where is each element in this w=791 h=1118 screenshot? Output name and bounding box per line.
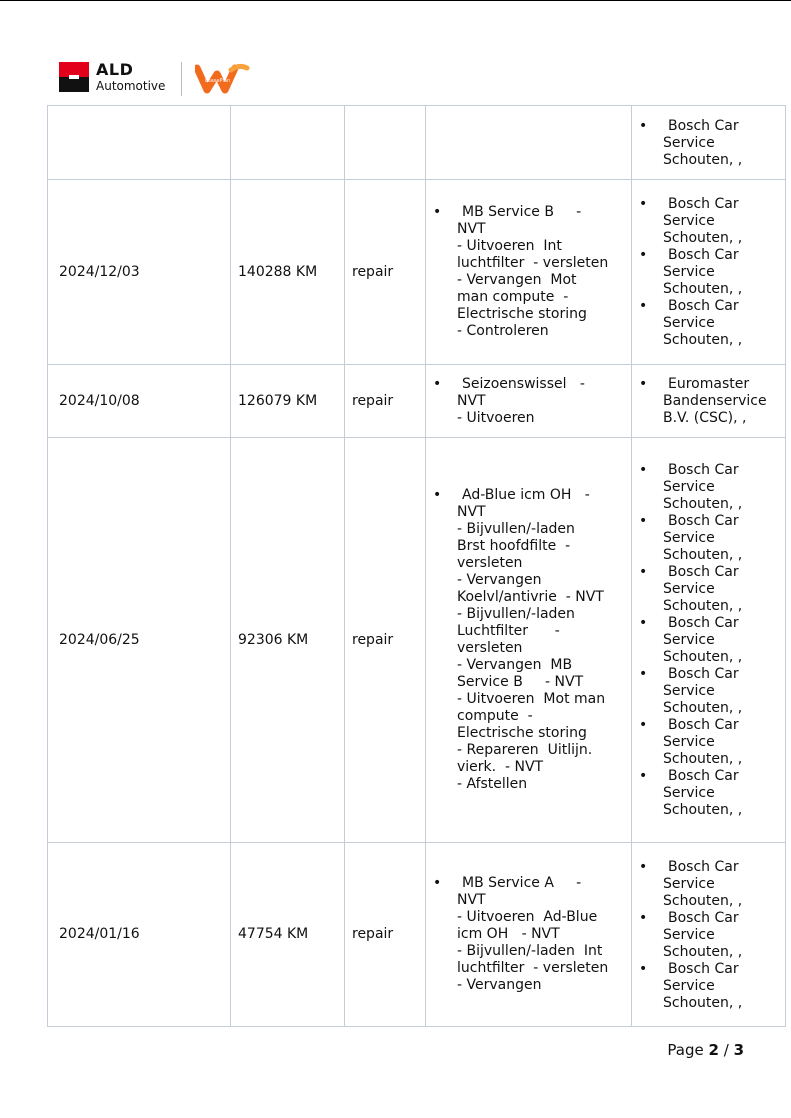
garage-item [638, 513, 785, 564]
operation-line: - Vervangen [457, 572, 542, 588]
garage-item [638, 666, 785, 717]
operation-line: • Ad-Blue icm OH - [462, 487, 590, 503]
operations-list [432, 875, 631, 994]
garages-list [638, 196, 785, 349]
garage-name: Bosch Car Service Schouten, , [663, 564, 743, 614]
garage-name: Bosch Car Service Schouten, , [663, 858, 743, 909]
garage-name: Bosch Car Service Schouten, , [663, 960, 743, 1011]
date-cell [48, 106, 231, 180]
garage-name: Bosch Car Service Schouten, , [663, 717, 743, 767]
operation-item [432, 875, 631, 994]
operation-line: - Uitvoeren [457, 409, 535, 426]
garage-item [638, 717, 785, 768]
operation-line: - Controleren [457, 323, 549, 339]
garage-name: Euromaster Bandenservice B.V. (CSC), , [663, 376, 767, 426]
mileage-cell: 126079 KM [231, 365, 345, 438]
operation-line: Electrische storing [457, 306, 587, 322]
garages-list [638, 118, 785, 169]
garage-item [638, 376, 785, 427]
mileage-cell [231, 106, 345, 180]
header-logos [59, 62, 259, 96]
date-cell: 2024/10/08 [48, 365, 231, 438]
operation-line: versleten [457, 640, 523, 656]
garages-list [638, 462, 785, 819]
operations-cell [426, 438, 632, 843]
operation-line: - Uitvoeren Ad-Blue [457, 909, 598, 925]
type-cell [345, 106, 426, 180]
operation-line: NVT [457, 392, 486, 409]
svg-text:LeasePlan: LeasePlan [205, 78, 231, 84]
page-number [667, 1041, 744, 1059]
garages-list [638, 859, 785, 1012]
leaseplan-logo-icon [195, 62, 255, 96]
garage-item [638, 564, 785, 615]
mileage-cell: 92306 KM [231, 438, 345, 843]
operation-line: Luchtfilter - [457, 623, 560, 639]
garages-cell [632, 365, 786, 438]
operation-line: - Bijvullen/-laden [457, 521, 575, 537]
operation-line: • MB Service A - [462, 875, 582, 891]
date-cell: 2024/06/25 [48, 438, 231, 843]
table-row [48, 438, 786, 843]
garage-item [638, 961, 785, 1012]
garage-name: Bosch Car Service Schouten, , [663, 196, 743, 246]
garage-name: Bosch Car Service Schouten, , [663, 615, 743, 665]
page-separator: / [723, 1041, 729, 1059]
garages-cell [632, 106, 786, 180]
operation-line: - Bijvullen/-laden [457, 606, 575, 622]
garage-item [638, 615, 785, 666]
top-rule [0, 0, 791, 1]
garage-item [638, 462, 785, 513]
garage-item [638, 859, 785, 910]
operation-line: versleten [457, 555, 523, 571]
garage-name: Bosch Car Service Schouten, , [663, 909, 743, 960]
ald-logo-icon [59, 62, 89, 92]
operation-item [432, 204, 631, 340]
garage-item [638, 247, 785, 298]
mileage-cell: 140288 KM [231, 180, 345, 365]
operations-cell [426, 180, 632, 365]
garage-item [638, 910, 785, 961]
operations-list [432, 376, 631, 427]
operation-line: - Vervangen Mot [457, 272, 577, 288]
garage-item [638, 196, 785, 247]
operations-list [432, 487, 631, 793]
operation-line: - Uitvoeren Int [457, 238, 562, 254]
date-cell: 2024/12/03 [48, 180, 231, 365]
garage-name: Bosch Car Service Schouten, , [663, 117, 743, 168]
garage-name: Bosch Car Service Schouten, , [663, 768, 743, 818]
operation-line: luchtfilter - versleten [457, 255, 609, 271]
type-cell: repair [345, 365, 426, 438]
operations-cell [426, 843, 632, 1027]
table-row [48, 106, 786, 180]
operation-line: compute - [457, 708, 533, 724]
operation-line: - Bijvullen/-laden Int [457, 943, 603, 959]
ald-logo-name: ALD [96, 60, 134, 79]
operation-line: • Seizoenswissel - [462, 375, 585, 392]
type-cell: repair [345, 438, 426, 843]
operation-line: - Afstellen [457, 776, 528, 792]
table-row [48, 843, 786, 1027]
operations-cell [426, 365, 632, 438]
date-cell: 2024/01/16 [48, 843, 231, 1027]
mileage-cell: 47754 KM [231, 843, 345, 1027]
operation-line: NVT [457, 221, 486, 237]
garages-cell [632, 438, 786, 843]
operations-list [432, 204, 631, 340]
page-label: Page [667, 1041, 704, 1059]
garage-name: Bosch Car Service Schouten, , [663, 513, 743, 563]
operation-line: man compute - [457, 289, 569, 305]
garages-list [638, 376, 785, 427]
garage-item [638, 298, 785, 349]
garage-name: Bosch Car Service Schouten, , [663, 247, 743, 297]
logo-divider [181, 62, 182, 96]
operation-line: - Uitvoeren Mot man [457, 691, 606, 707]
operation-line: • MB Service B - [462, 204, 582, 220]
garages-cell [632, 843, 786, 1027]
operation-line: Service B - NVT [457, 674, 584, 690]
operation-line: - Repareren Uitlijn. [457, 742, 593, 758]
maintenance-history-table [47, 105, 786, 1027]
operation-line: Koelvl/antivrie - NVT [457, 589, 604, 605]
operation-line: luchtfilter - versleten [457, 960, 609, 976]
garage-name: Bosch Car Service Schouten, , [663, 666, 743, 716]
table-row [48, 365, 786, 438]
garage-name: Bosch Car Service Schouten, , [663, 462, 743, 512]
page-current: 2 [708, 1041, 719, 1059]
operation-line: vierk. - NVT [457, 759, 544, 775]
page-total: 3 [733, 1041, 744, 1059]
table-row [48, 180, 786, 365]
garage-item [638, 768, 785, 819]
operation-line: icm OH - NVT [457, 926, 560, 942]
operation-line: - Vervangen [457, 977, 542, 993]
operation-item [432, 376, 631, 427]
type-cell: repair [345, 843, 426, 1027]
type-cell: repair [345, 180, 426, 365]
operation-line: - Vervangen MB [457, 657, 573, 673]
operation-line: NVT [457, 892, 486, 908]
operation-line: Brst hoofdfilte - [457, 538, 571, 554]
operation-line: NVT [457, 504, 486, 520]
operation-line: Electrische storing [457, 725, 587, 741]
ald-logo-subtitle: Automotive [96, 79, 166, 93]
operation-item [432, 487, 631, 793]
garages-cell [632, 180, 786, 365]
garage-item [638, 118, 785, 169]
garage-name: Bosch Car Service Schouten, , [663, 298, 743, 348]
operations-cell [426, 106, 632, 180]
